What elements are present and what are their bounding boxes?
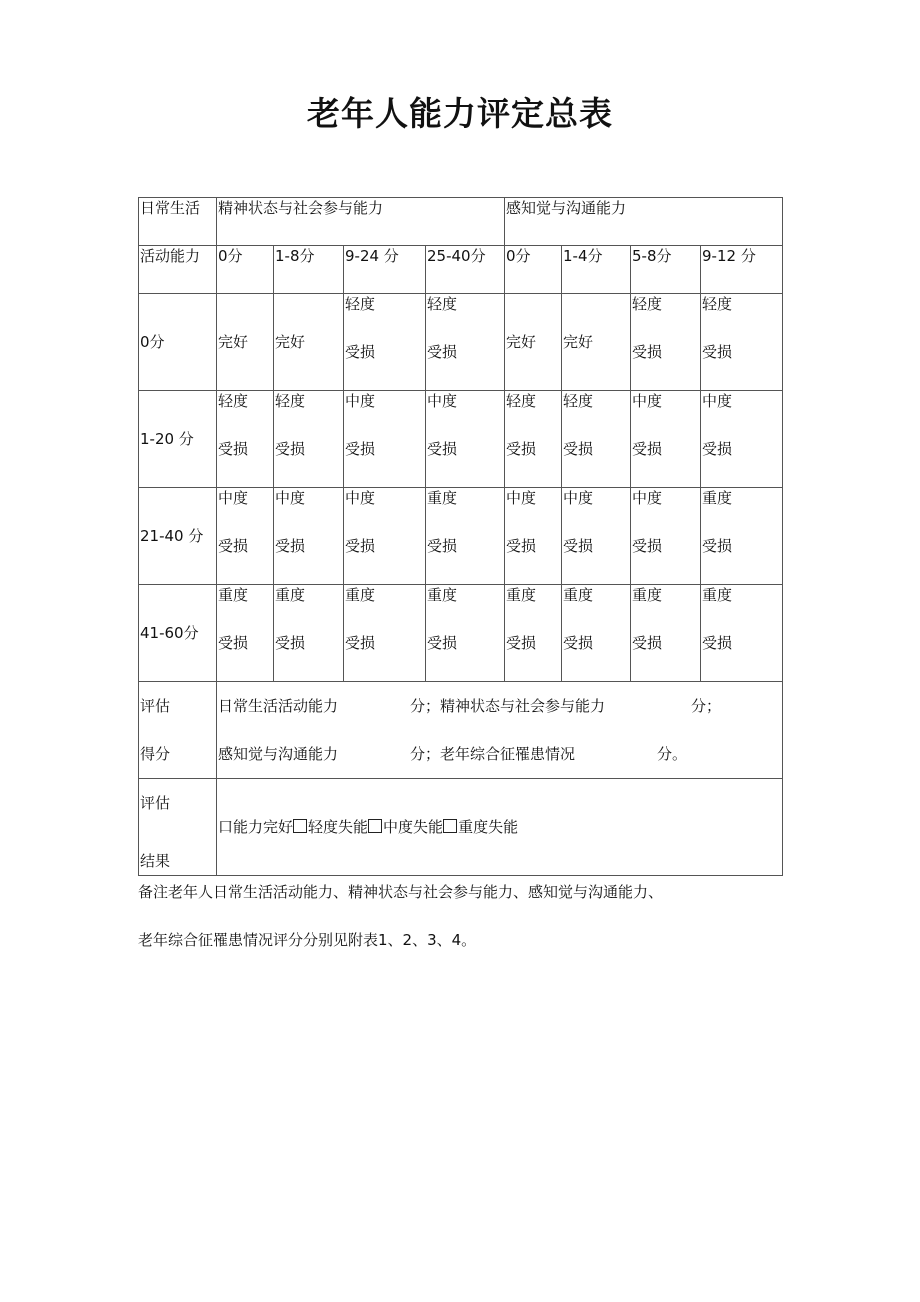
grade-cell-line: 轻度 [345, 295, 376, 313]
grade-cell-line: 重度 [427, 586, 458, 604]
score-item-adl: 日常生活活动能力 [218, 697, 339, 715]
row-label: 1-20 分 [139, 391, 217, 488]
grade-cell-line: 受损 [275, 440, 306, 458]
corner-header-line2: 活动能力 [139, 246, 217, 294]
grade-cell-line: 中度 [218, 489, 249, 507]
checkbox-icon[interactable] [368, 819, 382, 833]
result-option-label: 轻度失能 [308, 818, 369, 836]
sub-header: 0分 [505, 246, 562, 294]
grade-cell [274, 488, 344, 585]
grade-cell [562, 488, 631, 585]
grade-cell-line: 受损 [563, 537, 594, 555]
grade-cell [426, 391, 505, 488]
grade-cell-line: 中度 [702, 392, 733, 410]
grade-row [139, 294, 783, 391]
grade-cell-line: 轻度 [563, 392, 594, 410]
grade-cell-line: 中度 [563, 489, 594, 507]
grade-cell-line: 受损 [345, 634, 376, 652]
grade-cell-line: 轻度 [702, 295, 733, 313]
grade-cell-line: 重度 [702, 489, 733, 507]
grade-cell [701, 294, 783, 391]
grade-cell-line: 重度 [563, 586, 594, 604]
page-title: 老年人能力评定总表 [307, 94, 613, 133]
grade-cell-line: 中度 [427, 392, 458, 410]
grade-cell [274, 391, 344, 488]
sub-header: 5-8分 [631, 246, 701, 294]
row-label: 21-40 分 [139, 488, 217, 585]
grade-cell-line: 受损 [702, 440, 733, 458]
row-label: 41-60分 [139, 585, 217, 682]
grade-cell-line: 中度 [632, 392, 663, 410]
grade-cell: 完好 [562, 294, 631, 391]
grade-cell [701, 391, 783, 488]
grade-cell-line: 重度 [506, 586, 537, 604]
result-option-first-box[interactable]: 口 [218, 818, 234, 836]
grade-row [139, 488, 783, 585]
grade-cell-line: 受损 [345, 343, 376, 361]
checkbox-icon[interactable] [293, 819, 307, 833]
grade-cell-line: 重度 [427, 489, 458, 507]
grade-cell-line: 受损 [275, 537, 306, 555]
grade-cell-line: 受损 [632, 537, 663, 555]
grade-row [139, 585, 783, 682]
grade-cell-line: 受损 [632, 343, 663, 361]
score-label: 评估 得分 [139, 682, 217, 779]
group-header-sensory: 感知觉与沟通能力 [505, 198, 783, 246]
corner-header-line1: 日常生活 [139, 198, 217, 246]
score-item-sensory: 感知觉与沟通能力 [218, 745, 339, 763]
score-summary: 日常生活活动能力 分；精神状态与社会参与能力 分； 感知觉与沟通能力 分；老年综合征罹患情况 分。 [217, 682, 783, 779]
grade-cell-line: 受损 [218, 440, 249, 458]
group-header-mental: 精神状态与社会参与能力 [217, 198, 505, 246]
result-option-label: 能力完好 [233, 818, 294, 836]
grade-cell [274, 585, 344, 682]
grade-cell [505, 391, 562, 488]
grade-cell [631, 585, 701, 682]
result-label: 评估 结果 [139, 779, 217, 876]
grade-cell-line: 重度 [345, 586, 376, 604]
result-option-label: 重度失能 [458, 818, 519, 836]
grade-cell-line: 重度 [218, 586, 249, 604]
grade-cell-line: 受损 [506, 537, 537, 555]
grade-cell [631, 488, 701, 585]
grade-row [139, 391, 783, 488]
grade-cell-line: 受损 [275, 634, 306, 652]
grade-cell-line: 中度 [345, 392, 376, 410]
grade-cell [505, 585, 562, 682]
grade-cell [562, 585, 631, 682]
grade-cell [217, 391, 274, 488]
grade-cell-line: 受损 [427, 634, 458, 652]
grade-cell-line: 受损 [702, 537, 733, 555]
sub-header: 25-40分 [426, 246, 505, 294]
grade-cell: 完好 [217, 294, 274, 391]
grade-cell-line: 受损 [218, 537, 249, 555]
grade-cell-line: 重度 [702, 586, 733, 604]
grade-cell-line: 受损 [345, 537, 376, 555]
grade-cell-line: 受损 [702, 634, 733, 652]
grade-cell-line: 轻度 [218, 392, 249, 410]
grade-cell [701, 488, 783, 585]
grade-cell-line: 受损 [427, 537, 458, 555]
grade-cell-line: 受损 [506, 634, 537, 652]
notes [138, 878, 838, 974]
score-item-syndrome: 老年综合征罹患情况 [440, 745, 576, 763]
grade-cell [426, 585, 505, 682]
sub-header: 1-4分 [562, 246, 631, 294]
grade-cell-line: 受损 [563, 634, 594, 652]
grade-cell [344, 488, 426, 585]
grade-cell-line: 重度 [275, 586, 306, 604]
sub-header: 9-12 分 [701, 246, 783, 294]
grade-cell-line: 轻度 [427, 295, 458, 313]
grade-cell-line: 轻度 [632, 295, 663, 313]
grade-cell-line: 中度 [275, 489, 306, 507]
grade-cell [505, 488, 562, 585]
grade-cell-line: 受损 [345, 440, 376, 458]
grade-cell-line: 受损 [632, 634, 663, 652]
grade-cell-line: 中度 [345, 489, 376, 507]
grade-cell [344, 585, 426, 682]
grade-cell-line: 受损 [632, 440, 663, 458]
grade-cell-line: 轻度 [506, 392, 537, 410]
grade-cell [631, 391, 701, 488]
grade-cell [426, 488, 505, 585]
grade-cell-line: 中度 [506, 489, 537, 507]
sub-header: 9-24 分 [344, 246, 426, 294]
checkbox-icon[interactable] [443, 819, 457, 833]
grade-cell [217, 585, 274, 682]
grade-cell-line: 受损 [427, 343, 458, 361]
grade-cell: 完好 [505, 294, 562, 391]
score-item-mental: 精神状态与社会参与能力 [440, 697, 606, 715]
grade-cell-line: 受损 [563, 440, 594, 458]
result-options [217, 779, 783, 876]
grade-cell [217, 488, 274, 585]
grade-cell-line: 受损 [702, 343, 733, 361]
grade-cell-line: 轻度 [275, 392, 306, 410]
grade-cell [344, 294, 426, 391]
grade-cell-line: 重度 [632, 586, 663, 604]
sub-header: 1-8分 [274, 246, 344, 294]
grade-cell [701, 585, 783, 682]
notes-line1: 备注老年人日常生活活动能力、精神状态与社会参与能力、感知觉与沟通能力、 [138, 883, 664, 901]
assessment-table [138, 197, 783, 876]
grade-cell [344, 391, 426, 488]
row-label: 0分 [139, 294, 217, 391]
grade-cell-line: 中度 [632, 489, 663, 507]
notes-line2: 老年综合征罹患情况评分分别见附表1、2、3、4。 [138, 931, 477, 949]
grade-cell [426, 294, 505, 391]
sub-header: 0分 [217, 246, 274, 294]
grade-cell [631, 294, 701, 391]
grade-cell [562, 391, 631, 488]
grade-cell-line: 受损 [506, 440, 537, 458]
grade-cell-line: 受损 [427, 440, 458, 458]
result-option-label: 中度失能 [383, 818, 444, 836]
grade-cell-line: 受损 [218, 634, 249, 652]
grade-cell: 完好 [274, 294, 344, 391]
